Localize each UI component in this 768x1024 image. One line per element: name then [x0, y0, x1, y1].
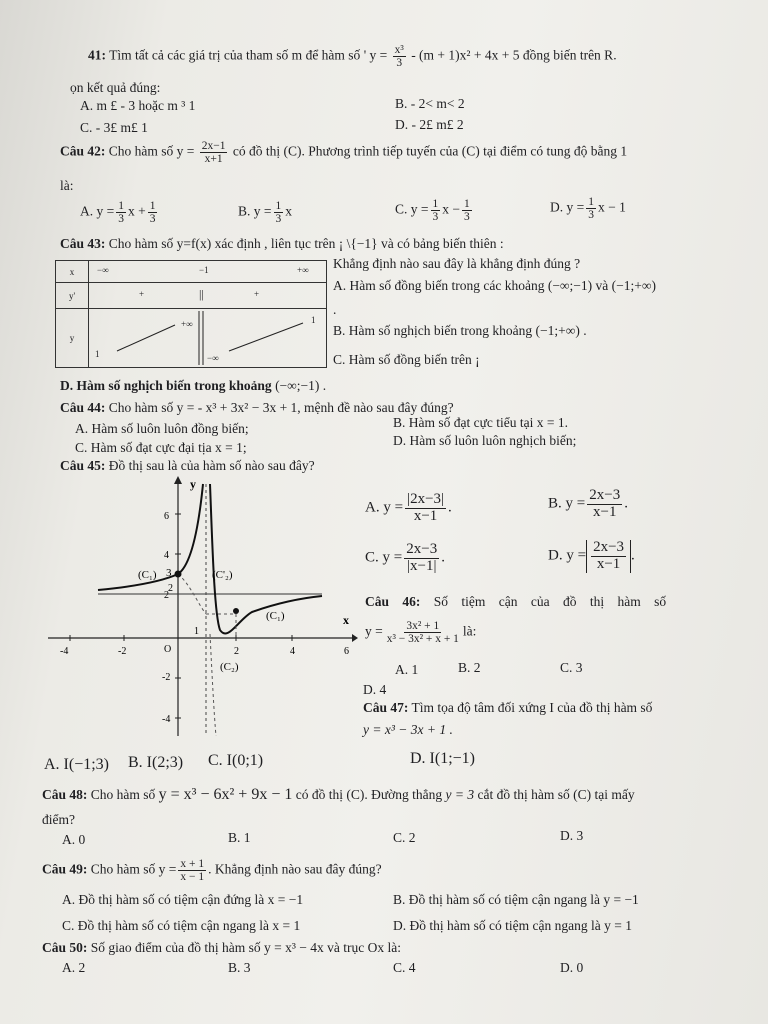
- question-50: [42, 940, 401, 956]
- question-49: [42, 858, 382, 883]
- formula-part: y =: [566, 547, 587, 564]
- punctuation: .: [322, 378, 327, 393]
- origin-label: O: [164, 644, 172, 655]
- option-b: B. I(2;3): [128, 754, 184, 771]
- y-tick: 2: [164, 590, 169, 601]
- numerator: 2x−3: [593, 539, 625, 555]
- option-c: C. 3: [560, 660, 583, 675]
- formula-part: x +: [127, 203, 146, 219]
- x-tick: -2: [118, 646, 127, 657]
- denominator: 3: [432, 211, 439, 224]
- fraction: [385, 620, 461, 645]
- question-47: [363, 700, 652, 716]
- question-text-cont: điểm?: [42, 812, 75, 827]
- question-41: [88, 44, 617, 69]
- option-text: B. Hàm số nghịch biến trong khoảng: [333, 323, 533, 338]
- formula-part: y =: [383, 499, 404, 516]
- y-values: [89, 309, 327, 368]
- row-label-derivative: y': [56, 283, 89, 309]
- numerator: 2x−1: [201, 140, 226, 152]
- denominator: x−1: [592, 503, 617, 520]
- curve-c2: [210, 634, 216, 736]
- point-0-3: [175, 571, 182, 578]
- fraction: [586, 196, 596, 221]
- point-label: 3: [166, 567, 172, 579]
- question-text-cont: cắt đồ thị hàm số (C) tại mấy: [477, 787, 635, 802]
- conjunction: và: [595, 278, 609, 293]
- option-d: D. Đồ thị hàm số có tiệm cận ngang là y = 1: [393, 918, 632, 933]
- function-lhs: y =: [369, 47, 388, 63]
- option-b: [238, 200, 292, 225]
- numerator: 1: [432, 198, 439, 210]
- option-c: C. 2: [393, 830, 416, 845]
- option-a: [333, 278, 656, 294]
- question-43: [60, 236, 504, 252]
- question-label: Câu 47:: [363, 700, 409, 715]
- option-b: [548, 488, 628, 521]
- option-d: [60, 378, 326, 394]
- option-c: C. Hàm số đồng biến trên ¡: [333, 352, 480, 367]
- question-46: [365, 594, 666, 610]
- y-value: +∞: [181, 319, 193, 329]
- derivative-signs: [89, 283, 327, 309]
- denominator: 3: [118, 213, 124, 226]
- denominator: 3: [149, 213, 156, 226]
- question-text-cont: có đồ thị (C). Đường thẳng: [295, 787, 443, 802]
- question-label: Câu 42:: [60, 143, 106, 159]
- fraction: [178, 858, 206, 883]
- question-47-formula: y = x³ − 3x + 1 .: [363, 722, 453, 737]
- x-tick: 6: [344, 646, 349, 657]
- sign: +: [254, 289, 260, 299]
- option-text: D. Hàm số nghịch biến trong khoảng: [60, 378, 272, 393]
- option-b: B. Đồ thị hàm số có tiệm cận ngang là y = −1: [393, 892, 639, 907]
- numerator: x + 1: [180, 858, 205, 870]
- punctuation: .: [448, 499, 452, 516]
- formula-part: y =: [253, 203, 272, 219]
- interval: (−∞;−1): [275, 378, 320, 393]
- option-letter: B.: [238, 203, 251, 219]
- option-d: [550, 196, 626, 221]
- question-label: Câu 48:: [42, 787, 88, 802]
- question-text: Số giao điểm của đồ thị hàm số y = x³ − 4x và trục Ox là:: [90, 940, 401, 955]
- y-value: 1: [95, 349, 100, 359]
- y-tick: -2: [162, 672, 171, 683]
- fraction: [404, 542, 439, 575]
- denominator: x+1: [204, 153, 223, 166]
- fraction: [148, 200, 158, 225]
- formula-part: x −: [442, 201, 460, 217]
- option-d: D. - 2£ m£ 2: [395, 117, 464, 132]
- fraction: [393, 44, 406, 69]
- numerator: 1: [149, 200, 156, 212]
- question-text: Tìm tọa độ tâm đối xứng I của đồ thị hàm số: [411, 700, 653, 715]
- question-42: [60, 140, 627, 165]
- option-c: C. 4: [393, 960, 416, 975]
- question-label: Câu 50:: [42, 940, 88, 955]
- question-text-cont: là:: [60, 178, 74, 193]
- denominator: |x−1|: [406, 557, 437, 574]
- question-44: [60, 400, 454, 416]
- option-d: [548, 540, 635, 573]
- y-axis-arrow: [174, 476, 182, 484]
- fraction: [462, 198, 472, 223]
- fraction: [405, 492, 446, 525]
- question-text: Cho hàm số: [108, 143, 174, 159]
- question-text: Cho hàm số y=f(x) xác định , liên tục trên ¡ \{−1} và có bảng biến thiên :: [108, 236, 504, 251]
- punctuation: .: [624, 495, 628, 512]
- x-value: −∞: [97, 265, 109, 275]
- function-lhs: y =: [176, 143, 195, 159]
- formula-part: y =: [382, 549, 403, 566]
- formula-part: y =: [96, 203, 115, 219]
- numerator: x³: [394, 44, 404, 56]
- arrow-up: [229, 323, 303, 351]
- x-values: [89, 261, 327, 283]
- question-48: [42, 786, 635, 804]
- numerator: 1: [464, 198, 470, 210]
- question-45: [60, 458, 315, 474]
- option-b: B. 1: [228, 830, 251, 845]
- denominator: x−1: [413, 507, 438, 524]
- curve-label: (C₁): [138, 569, 157, 581]
- x-tick: -4: [60, 646, 69, 657]
- denominator: 3: [464, 211, 470, 224]
- fraction: [200, 140, 228, 165]
- question-46-formula: [365, 620, 476, 645]
- y-axis-label: y: [190, 477, 196, 491]
- option-d: D. I(1;−1): [410, 750, 476, 767]
- y-tick: -4: [162, 714, 171, 725]
- question-label: Câu 45:: [60, 458, 106, 473]
- formula: y = 3: [445, 787, 475, 802]
- interval: (−1;+∞): [611, 278, 657, 293]
- numerator: 1: [588, 196, 594, 208]
- fraction: [274, 200, 284, 225]
- point: [233, 608, 239, 614]
- option-c: C. - 3£ m£ 1: [80, 120, 148, 135]
- option-letter: B.: [548, 495, 562, 512]
- point-label: 2: [168, 583, 173, 594]
- formula-part: y =: [566, 199, 585, 215]
- option-letter: D.: [548, 547, 563, 564]
- function-graph: [40, 474, 360, 744]
- punctuation: .: [441, 549, 445, 566]
- option-d: D. 4: [363, 682, 387, 697]
- row-label-y: y: [56, 309, 89, 368]
- row-label-x: x: [56, 261, 89, 283]
- numerator: 1: [275, 200, 282, 212]
- punctuation: .: [631, 547, 635, 564]
- option-d: D. Hàm số luôn luôn nghịch biến;: [393, 433, 577, 448]
- question-label: Câu 46:: [365, 594, 421, 609]
- x-axis-arrow: [352, 634, 358, 642]
- denominator: 3: [275, 213, 282, 226]
- x-axis-label: x: [343, 613, 349, 627]
- denominator: x−1: [596, 555, 621, 572]
- option-b: B. 3: [228, 960, 251, 975]
- curve-label: (C'₂): [212, 569, 233, 581]
- question-prompt: ọn kết quả đúng:: [70, 80, 161, 95]
- formula-part: x − 1: [597, 199, 626, 215]
- sign: +: [139, 289, 145, 299]
- fraction: [587, 488, 622, 521]
- option-a: A. Đồ thị hàm số có tiệm cận đứng là x = −1: [62, 892, 304, 907]
- numerator: 1: [118, 200, 124, 212]
- option-letter: D.: [550, 199, 564, 215]
- option-b: [333, 323, 587, 339]
- question-text-cont: . Khẳng định nào sau đây đúng?: [208, 861, 382, 877]
- arrow-up: [117, 325, 175, 351]
- question-prompt: Khẳng định nào sau đây là khẳng định đúng ?: [333, 256, 581, 271]
- option-letter: C.: [365, 549, 379, 566]
- option-a: A. 2: [62, 960, 86, 975]
- formula-part: x: [285, 203, 292, 219]
- fraction: [591, 540, 626, 573]
- question-text: Cho hàm số y = - x³ + 3x² − 3x + 1, mệnh đề nào sau đây đúng?: [108, 400, 454, 415]
- question-text: Cho hàm số: [90, 861, 156, 877]
- variation-arrows: [89, 309, 329, 367]
- undefined-mark: ||: [199, 287, 204, 301]
- question-text: Tìm tất cả các giá trị của tham số m để hàm số: [109, 47, 361, 63]
- fraction: [431, 198, 441, 223]
- option-a: A. m £ - 3 hoặc m ³ 1: [80, 98, 196, 113]
- question-text: Đồ thị sau là của hàm số nào sau đây?: [108, 458, 315, 473]
- curve-label: (C₂): [220, 661, 239, 673]
- option-a: A. 1: [395, 662, 419, 677]
- question-text: Số tiệm cận của đồ thị hàm số: [433, 594, 667, 609]
- interval: (−∞;−1): [547, 278, 593, 293]
- denominator: x³ − 3x² + x + 1: [386, 633, 459, 646]
- numerator: 2x−3: [406, 541, 438, 557]
- stray-mark: .: [333, 302, 337, 317]
- numerator: 2x−3: [589, 487, 621, 503]
- x-tick: 4: [290, 646, 295, 657]
- formula-part: y =: [410, 201, 429, 217]
- question-label: Câu 43:: [60, 236, 106, 251]
- option-letter: A.: [365, 499, 380, 516]
- x-value: −1: [199, 265, 209, 275]
- variation-table: [55, 260, 327, 368]
- option-letter: C.: [395, 201, 408, 217]
- y-value: −∞: [207, 353, 219, 363]
- option-b: B. - 2< m< 2: [395, 96, 465, 111]
- option-c: [395, 198, 474, 223]
- formula-part: là:: [462, 623, 477, 639]
- formula-part: y =: [158, 861, 177, 877]
- punctuation: .: [583, 323, 587, 338]
- numerator: |2x−3|: [407, 491, 445, 507]
- point-label: 1: [194, 626, 199, 637]
- x-value: +∞: [297, 265, 309, 275]
- denominator: 3: [588, 209, 594, 222]
- y-tick: 6: [164, 511, 169, 522]
- tick-marks: [70, 514, 292, 718]
- option-a: A. Hàm số luôn luôn đồng biến;: [75, 421, 249, 436]
- question-suffix: đồng biến trên R.: [522, 47, 617, 63]
- option-c: C. I(0;1): [208, 752, 264, 769]
- function-rhs: - (m + 1)x² + 4x + 5: [411, 47, 520, 63]
- option-a: A. 0: [62, 832, 86, 847]
- option-a: [365, 492, 452, 525]
- question-text-cont: có đồ thị (C). Phương trình tiếp tuyến của (C) tại điểm có tung độ bằng 1: [232, 143, 628, 159]
- formula-part: y =: [365, 623, 383, 639]
- option-d: D. 3: [560, 828, 584, 843]
- stray-mark: ': [363, 47, 367, 63]
- absolute-value: [586, 540, 631, 573]
- question-label: Câu 49:: [42, 861, 88, 877]
- option-c: [365, 542, 445, 575]
- option-c: C. Hàm số đạt cực đại tịa x = 1;: [75, 440, 247, 455]
- question-label: 41:: [88, 47, 106, 63]
- denominator: x − 1: [180, 871, 205, 884]
- option-b: B. 2: [458, 660, 481, 675]
- option-b: B. Hàm số đạt cực tiểu tại x = 1.: [393, 415, 569, 430]
- option-letter: A.: [80, 203, 94, 219]
- denominator: 3: [396, 57, 403, 70]
- option-c: C. Đồ thị hàm số có tiệm cận ngang là x = 1: [62, 918, 301, 933]
- option-a: [80, 200, 159, 225]
- y-value: 1: [311, 315, 316, 325]
- option-a: A. I(−1;3): [44, 756, 110, 773]
- fraction: [116, 200, 126, 225]
- formula: y = x³ − 6x² + 9x − 1: [158, 786, 293, 803]
- y-tick: 4: [164, 550, 169, 561]
- option-text: A. Hàm số đồng biến trong các khoảng: [333, 278, 545, 293]
- formula-part: y =: [565, 495, 586, 512]
- curve-label: (C₁): [266, 610, 285, 622]
- x-tick: 2: [234, 646, 239, 657]
- question-text: Cho hàm số: [90, 787, 156, 802]
- question-label: Câu 44:: [60, 400, 106, 415]
- option-d: D. 0: [560, 960, 584, 975]
- interval: (−1;+∞): [535, 323, 580, 338]
- numerator: 3x² + 1: [406, 620, 440, 632]
